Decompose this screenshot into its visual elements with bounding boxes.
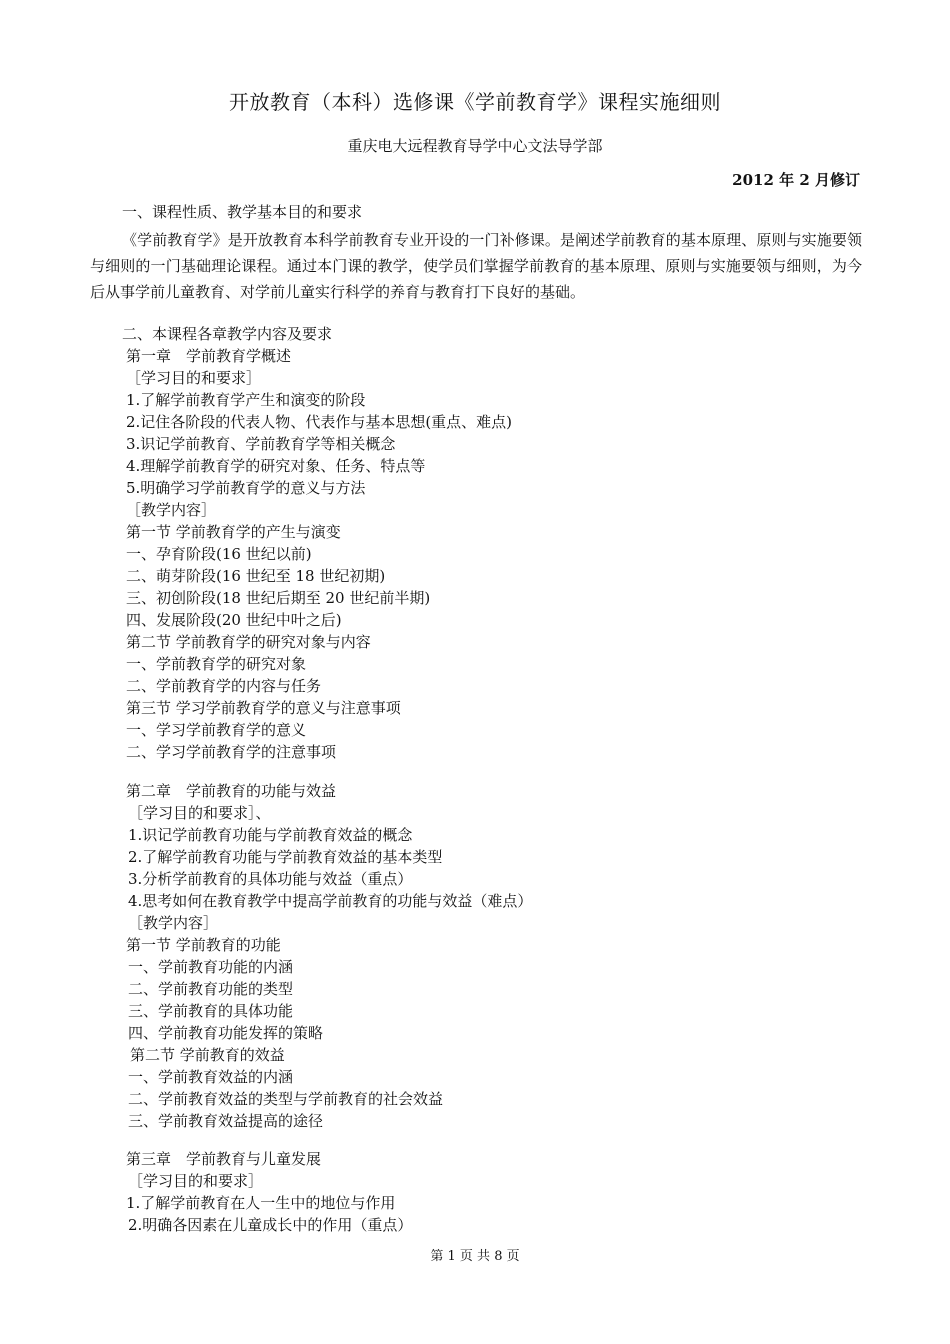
content-line: 4.思考如何在教育教学中提高学前教育的功能与效益（难点）: [128, 892, 533, 910]
content-line: 5.明确学习学前教育学的意义与方法: [126, 479, 366, 497]
content-line: 二、学前教育效益的类型与学前教育的社会效益: [128, 1090, 444, 1108]
document-title: 开放教育（本科）选修课《学前教育学》课程实施细则: [229, 90, 721, 114]
content-line: 四、发展阶段(20 世纪中叶之后): [126, 611, 342, 629]
content-line: ［教学内容］: [128, 914, 219, 932]
content-line: 第三章 学前教育与儿童发展: [126, 1150, 322, 1168]
section-heading: 一、课程性质、教学基本目的和要求: [122, 203, 363, 221]
content-line: 1.了解学前教育学产生和演变的阶段: [126, 391, 366, 409]
content-line: 第二章 学前教育的功能与效益: [126, 782, 337, 800]
content-line: 2.明确各因素在儿童成长中的作用（重点）: [128, 1216, 413, 1234]
content-line: ［学习目的和要求］、: [128, 804, 271, 822]
content-line: 二、萌芽阶段(16 世纪至 18 世纪初期): [126, 567, 386, 585]
content-line: 第一节 学前教育的功能: [126, 936, 281, 954]
content-line: 3.分析学前教育的具体功能与效益（重点）: [128, 870, 413, 888]
content-line: ［学习目的和要求］: [128, 1172, 264, 1190]
page-number: 第 1 页 共 8 页: [430, 1249, 520, 1264]
content-line: 2.了解学前教育功能与学前教育效益的基本类型: [128, 848, 443, 866]
content-line: 二、本课程各章教学内容及要求: [122, 325, 333, 343]
document-author: 重庆电大远程教育导学中心文法导学部: [347, 137, 603, 155]
content-line: 一、学前教育功能的内涵: [128, 958, 294, 976]
content-line: 一、学前教育效益的内涵: [128, 1068, 294, 1086]
content-line: 三、初创阶段(18 世纪后期至 20 世纪前半期): [126, 589, 431, 607]
content-line: 一、孕育阶段(16 世纪以前): [126, 545, 312, 563]
content-line: 1.识记学前教育功能与学前教育效益的概念: [128, 826, 413, 844]
content-line: 第二节 学前教育的效益: [130, 1046, 285, 1064]
content-line: 第一节 学前教育学的产生与演变: [126, 523, 341, 541]
content-line: ［教学内容］: [126, 501, 217, 519]
content-line: 3.识记学前教育、学前教育学等相关概念: [126, 435, 396, 453]
content-line: 一、学习学前教育学的意义: [126, 721, 307, 739]
content-line: 一、学前教育学的研究对象: [126, 655, 307, 673]
content-line: 第二节 学前教育学的研究对象与内容: [126, 633, 371, 651]
content-line: 二、学前教育学的内容与任务: [126, 677, 322, 695]
content-line: 1.了解学前教育在人一生中的地位与作用: [126, 1194, 396, 1212]
content-line: 4.理解学前教育学的研究对象、任务、特点等: [126, 457, 426, 475]
content-line: 三、学前教育的具体功能: [128, 1002, 294, 1020]
intro-paragraph: 《学前教育学》是开放教育本科学前教育专业开设的一门补修课。是阐述学前教育的基本原理、原则与实施要领与细则的一门基础理论课程。通过本门课的教学，使学员们掌握学前教育的基本原理、原则与实施要领与细则，为今后从事学前儿童教育、对学前儿童实行科学的养育与教育打下良好的基础。: [90, 231, 862, 301]
content-line: 二、学习学前教育学的注意事项: [126, 743, 337, 761]
content-line: ［学习目的和要求］: [126, 369, 262, 387]
content-line: 第一章 学前教育学概述: [126, 347, 292, 365]
content-line: 第三节 学习学前教育学的意义与注意事项: [126, 699, 401, 717]
revision-date: 2012 年 2 月修订: [732, 171, 860, 189]
content-line: 四、学前教育功能发挥的策略: [128, 1024, 324, 1042]
content-line: 二、学前教育功能的类型: [128, 980, 294, 998]
content-line: 2.记住各阶段的代表人物、代表作与基本思想(重点、难点): [126, 413, 513, 431]
content-line: 三、学前教育效益提高的途径: [128, 1112, 324, 1130]
